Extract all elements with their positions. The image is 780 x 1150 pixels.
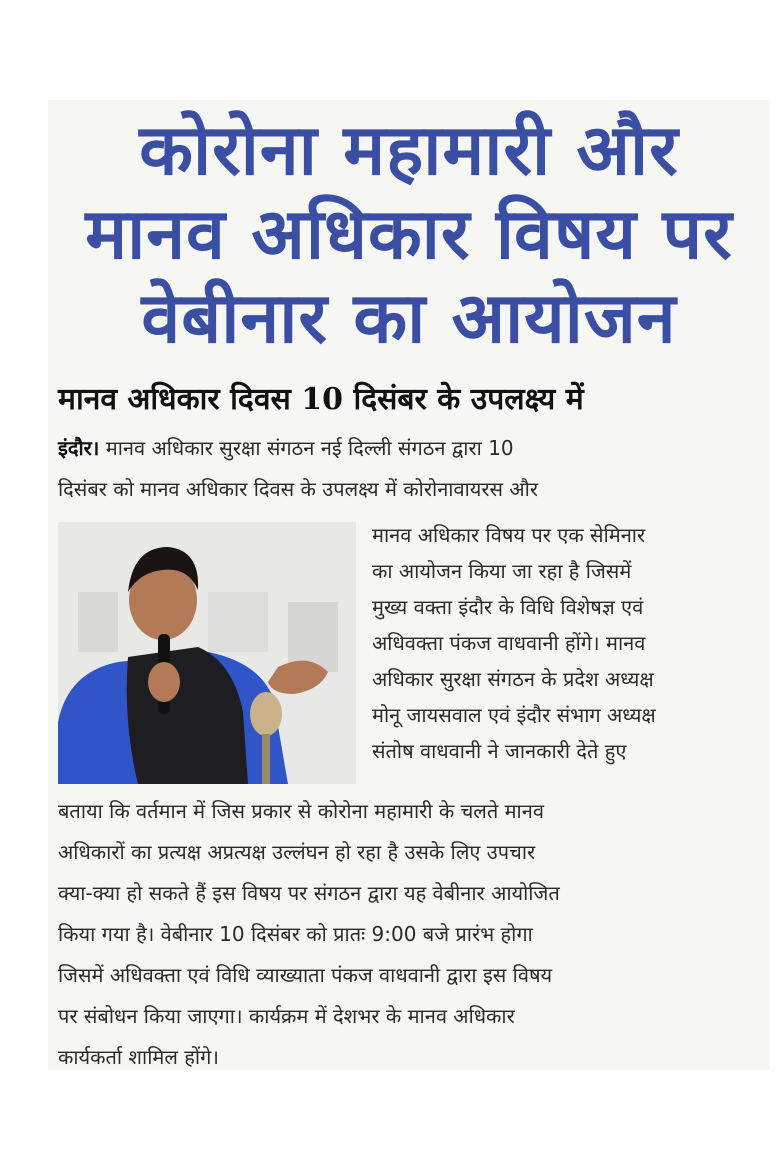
article-line-text: मानव अधिकार सुरक्षा संगठन नई दिल्ली संगठन द्वारा 10: [105, 436, 514, 460]
article-line: अधिवक्ता पंकज वाधवानी होंगे। मानव: [372, 631, 646, 655]
subheadline: मानव अधिकार दिवस 10 दिसंबर के उपलक्ष्य में: [58, 382, 584, 417]
article-line: क्या-क्या हो सकते हैं इस विषय पर संगठन द्वारा यह वेबीनार आयोजित: [58, 881, 560, 905]
headline-line-2: मानव अधिकार विषय पर: [85, 193, 733, 275]
article-line: मोनू जायसवाल एवं इंदौर संभाग अध्यक्ष: [372, 703, 656, 727]
headline-line-3: वेबीनार का आयोजन: [141, 277, 677, 359]
article-line: मुख्य वक्ता इंदौर के विधि विशेषज्ञ एवं: [372, 595, 644, 619]
headline-line-1: कोरोना महामारी और: [139, 109, 679, 191]
article-line: का आयोजन किया जा रहा है जिसमें: [372, 559, 632, 583]
article-line: [58, 432, 758, 464]
headline: [48, 108, 770, 360]
article-line: पर संबोधन किया जाएगा। कार्यक्रम में देशभर के मानव अधिकार: [58, 1004, 515, 1028]
article-line: कार्यकर्ता शामिल होंगे।: [58, 1045, 219, 1069]
article-line: दिसंबर को मानव अधिकार दिवस के उपलक्ष्य में कोरोनावायरस और: [58, 477, 539, 501]
article-dateline: इंदौर।: [58, 436, 100, 460]
article-line: किया गया है। वेबीनार 10 दिसंबर को प्रातः 9:00 बजे प्रारंभ होगा: [58, 922, 533, 946]
article-line: जिसमें अधिवक्ता एवं विधि व्याख्याता पंकज वाधवानी द्वारा इस विषय: [58, 963, 553, 987]
article-line: मानव अधिकार विषय पर एक सेमिनार: [372, 523, 646, 547]
speaker-photo: [58, 522, 356, 784]
article-line: संतोष वाधवानी ने जानकारी देते हुए: [372, 739, 627, 763]
article-line: अधिकारों का प्रत्यक्ष अप्रत्यक्ष उल्लंघन हो रहा है उसके लिए उपचार: [58, 840, 536, 864]
article-line: अधिकार सुरक्षा संगठन के प्रदेश अध्यक्ष: [372, 667, 654, 691]
article-line: बताया कि वर्तमान में जिस प्रकार से कोरोना महामारी के चलते मानव: [58, 799, 544, 823]
